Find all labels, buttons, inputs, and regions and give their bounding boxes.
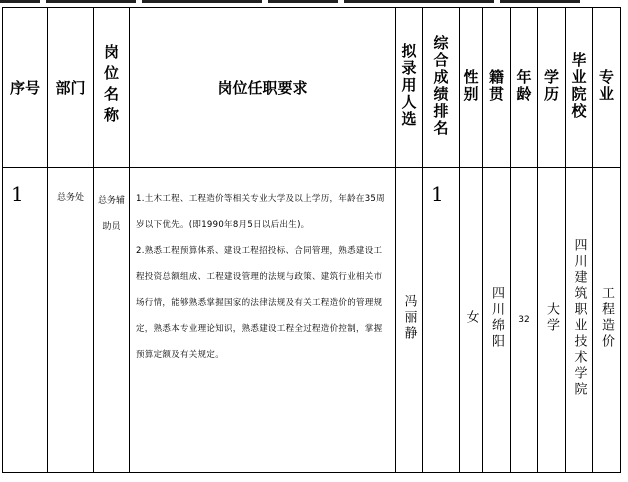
header-position: 岗位名称 — [94, 8, 130, 168]
header-candidate: 拟录用人选 — [396, 8, 423, 168]
cell-gender: 女 — [460, 168, 483, 473]
header-major: 专业 — [593, 8, 621, 168]
header-rank: 综合成绩排名 — [423, 8, 460, 168]
cell-rank: 1 — [423, 168, 460, 473]
cell-position: 总务辅助员 — [94, 168, 130, 473]
cell-major: 工程造价 — [593, 168, 621, 473]
header-age: 年龄 — [511, 8, 538, 168]
requirement-item-1: 1.土木工程、工程造价等相关专业大学及以上学历，年龄在35周岁以下优先。(即1990年8月5日以后出生)。 — [136, 194, 385, 230]
header-origin: 籍贯 — [483, 8, 511, 168]
cell-age: 32 — [511, 168, 538, 473]
header-requirements: 岗位任职要求 — [130, 8, 396, 168]
header-row — [3, 8, 621, 168]
requirement-item-2: 2.熟悉工程预算体系、建设工程招投标、合同管理，熟悉建设工程投资总额组成、工程建设管理的法规与政策、建筑行业相关市场行情，能够熟悉掌握国家的法律法规及有关工程造价的管理规定，熟悉本专业理论知识，熟悉建设工程全过程造价控制，掌握预算定额及有关规定。 — [136, 246, 383, 360]
cell-candidate: 冯丽静 — [396, 168, 423, 473]
header-school: 毕业院校 — [566, 8, 593, 168]
cell-school: 四川建筑职业技术学院 — [566, 168, 593, 473]
cell-dept: 总务处 — [48, 168, 94, 473]
header-dept: 部门 — [48, 8, 94, 168]
recruitment-table — [2, 7, 621, 473]
cell-requirements — [130, 168, 396, 473]
header-education: 学历 — [538, 8, 566, 168]
header-gender: 性别 — [460, 8, 483, 168]
cell-education: 大学 — [538, 168, 566, 473]
cell-seq: 1 — [3, 168, 48, 473]
table-row — [3, 168, 621, 473]
cell-origin: 四川绵阳 — [483, 168, 511, 473]
header-seq: 序号 — [3, 8, 48, 168]
